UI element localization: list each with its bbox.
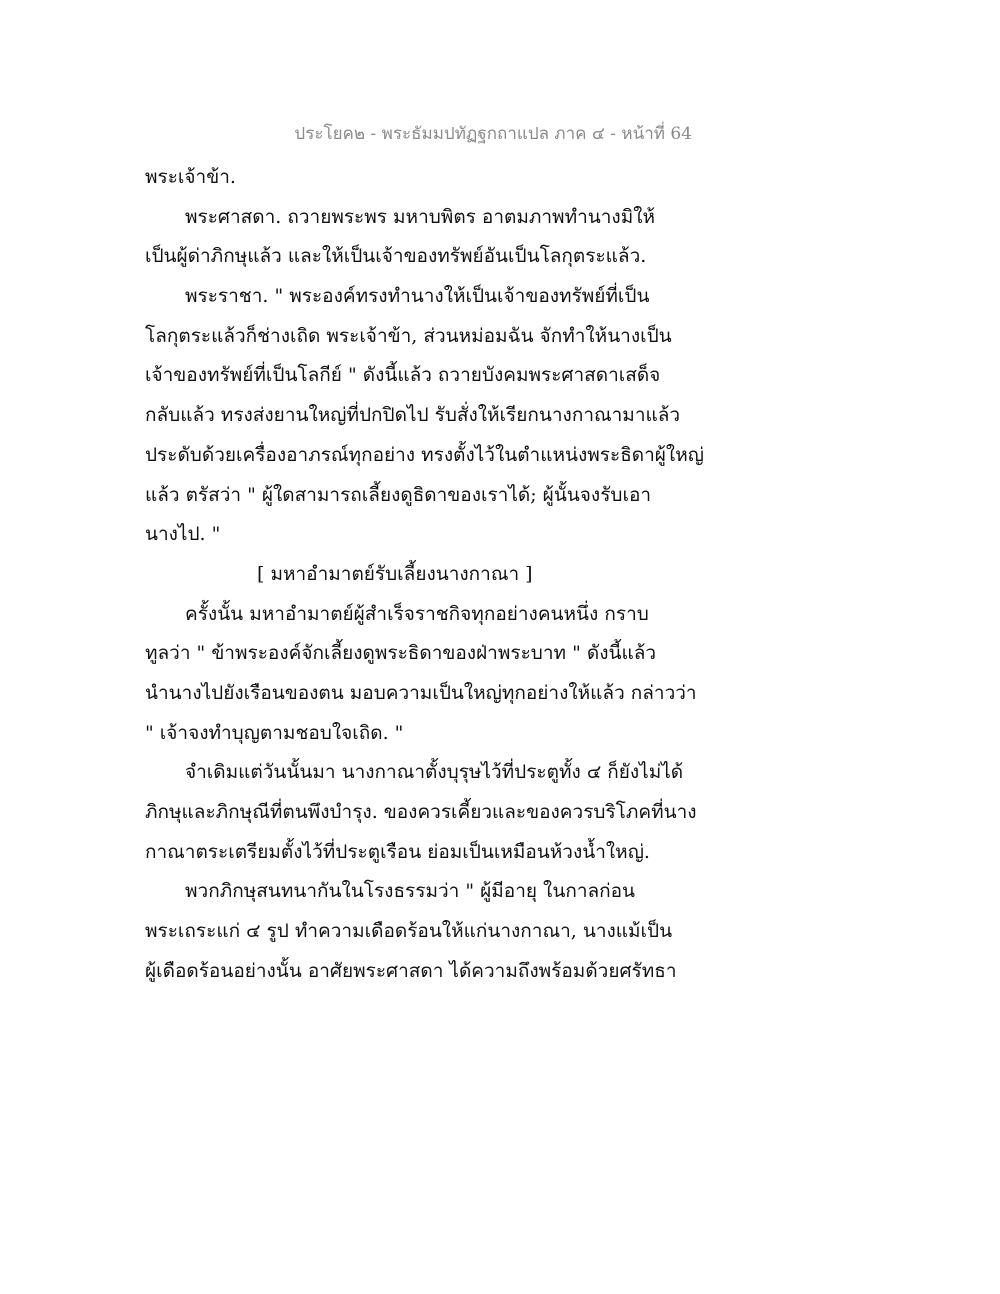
text-line: " เจ้าจงทำบุญตามชอบใจเถิด. ": [145, 721, 404, 744]
text-line: นำนางไปยังเรือนของตน มอบความเป็นใหญ่ทุกอย่างให้แล้ว กล่าวว่า: [145, 681, 697, 704]
text-line: แล้ว ตรัสว่า " ผู้ใดสามารถเลี้ยงดูธิดาของเราได้; ผู้นั้นจงรับเอา: [145, 483, 652, 506]
text-line: พระเจ้าข้า.: [145, 166, 236, 188]
text-line: กาณาตระเตรียมตั้งไว้ที่ประตูเรือน ย่อมเป็นเหมือนห้วงน้ำใหญ่.: [145, 840, 650, 863]
text-line: จำเดิมแต่วันนั้นมา นางกาณาตั้งบุรุษไว้ที่ประตูทั้ง ๔ ก็ยังไม่ได้: [185, 761, 684, 784]
text-line: ภิกษุและภิกษุณีที่ตนพึงบำรุง. ของควรเคี้ยวและของควรบริโภคที่นาง: [145, 801, 697, 823]
text-line: พระศาสดา. ถวายพระพร มหาบพิตร อาตมภาพทำนางมิให้: [185, 205, 656, 228]
text-line: ทูลว่า " ข้าพระองค์จักเลี้ยงดูพระธิดาของฝ่าพระบาท " ดังนี้แล้ว: [145, 642, 657, 665]
running-header: ประโยค๒ - พระธัมมปทัฏฐกถาแปล ภาค ๔ - หน้าที่ 64: [294, 124, 692, 144]
section-heading: [ มหาอำมาตย์รับเลี้ยงนางกาณา ]: [257, 562, 533, 585]
text-line: นางไป. ": [145, 523, 221, 546]
text-line: พระราชา. " พระองค์ทรงทำนางให้เป็นเจ้าของทรัพย์ที่เป็น: [185, 285, 650, 308]
text-line: โลกุตระแล้วก็ช่างเถิด พระเจ้าข้า, ส่วนหม่อมฉัน จักทำให้นางเป็น: [145, 324, 672, 347]
text-line: ครั้งนั้น มหาอำมาตย์ผู้สำเร็จราชกิจทุกอย่างคนหนึ่ง กราบ: [185, 602, 649, 625]
text-line: เจ้าของทรัพย์ที่เป็นโลกีย์ " ดังนี้แล้ว ถวายบังคมพระศาสดาเสด็จ: [145, 364, 661, 387]
text-line: พวกภิกษุสนทนากันในโรงธรรมว่า " ผู้มีอายุ ในกาลก่อน: [185, 880, 636, 903]
text-line: ประดับด้วยเครื่องอาภรณ์ทุกอย่าง ทรงตั้งไว้ในตำแหน่งพระธิดาผู้ใหญ่: [145, 443, 704, 466]
text-line: เป็นผู้ด่าภิกษุแล้ว และให้เป็นเจ้าของทรัพย์อันเป็นโลกุตระแล้ว.: [145, 245, 647, 268]
text-line: กลับแล้ว ทรงส่งยานใหญ่ที่ปกปิดไป รับสั่งให้เรียกนางกาณามาแล้ว: [145, 404, 681, 427]
body-text: [145, 158, 715, 991]
text-line: ผู้เดือดร้อนอย่างนั้น อาศัยพระศาสดา ได้ความถึงพร้อมด้วยศรัทธา: [145, 959, 677, 982]
text-line: พระเถระแก่ ๔ รูป ทำความเดือดร้อนให้แก่นางกาณา, นางแม้เป็น: [145, 920, 673, 943]
